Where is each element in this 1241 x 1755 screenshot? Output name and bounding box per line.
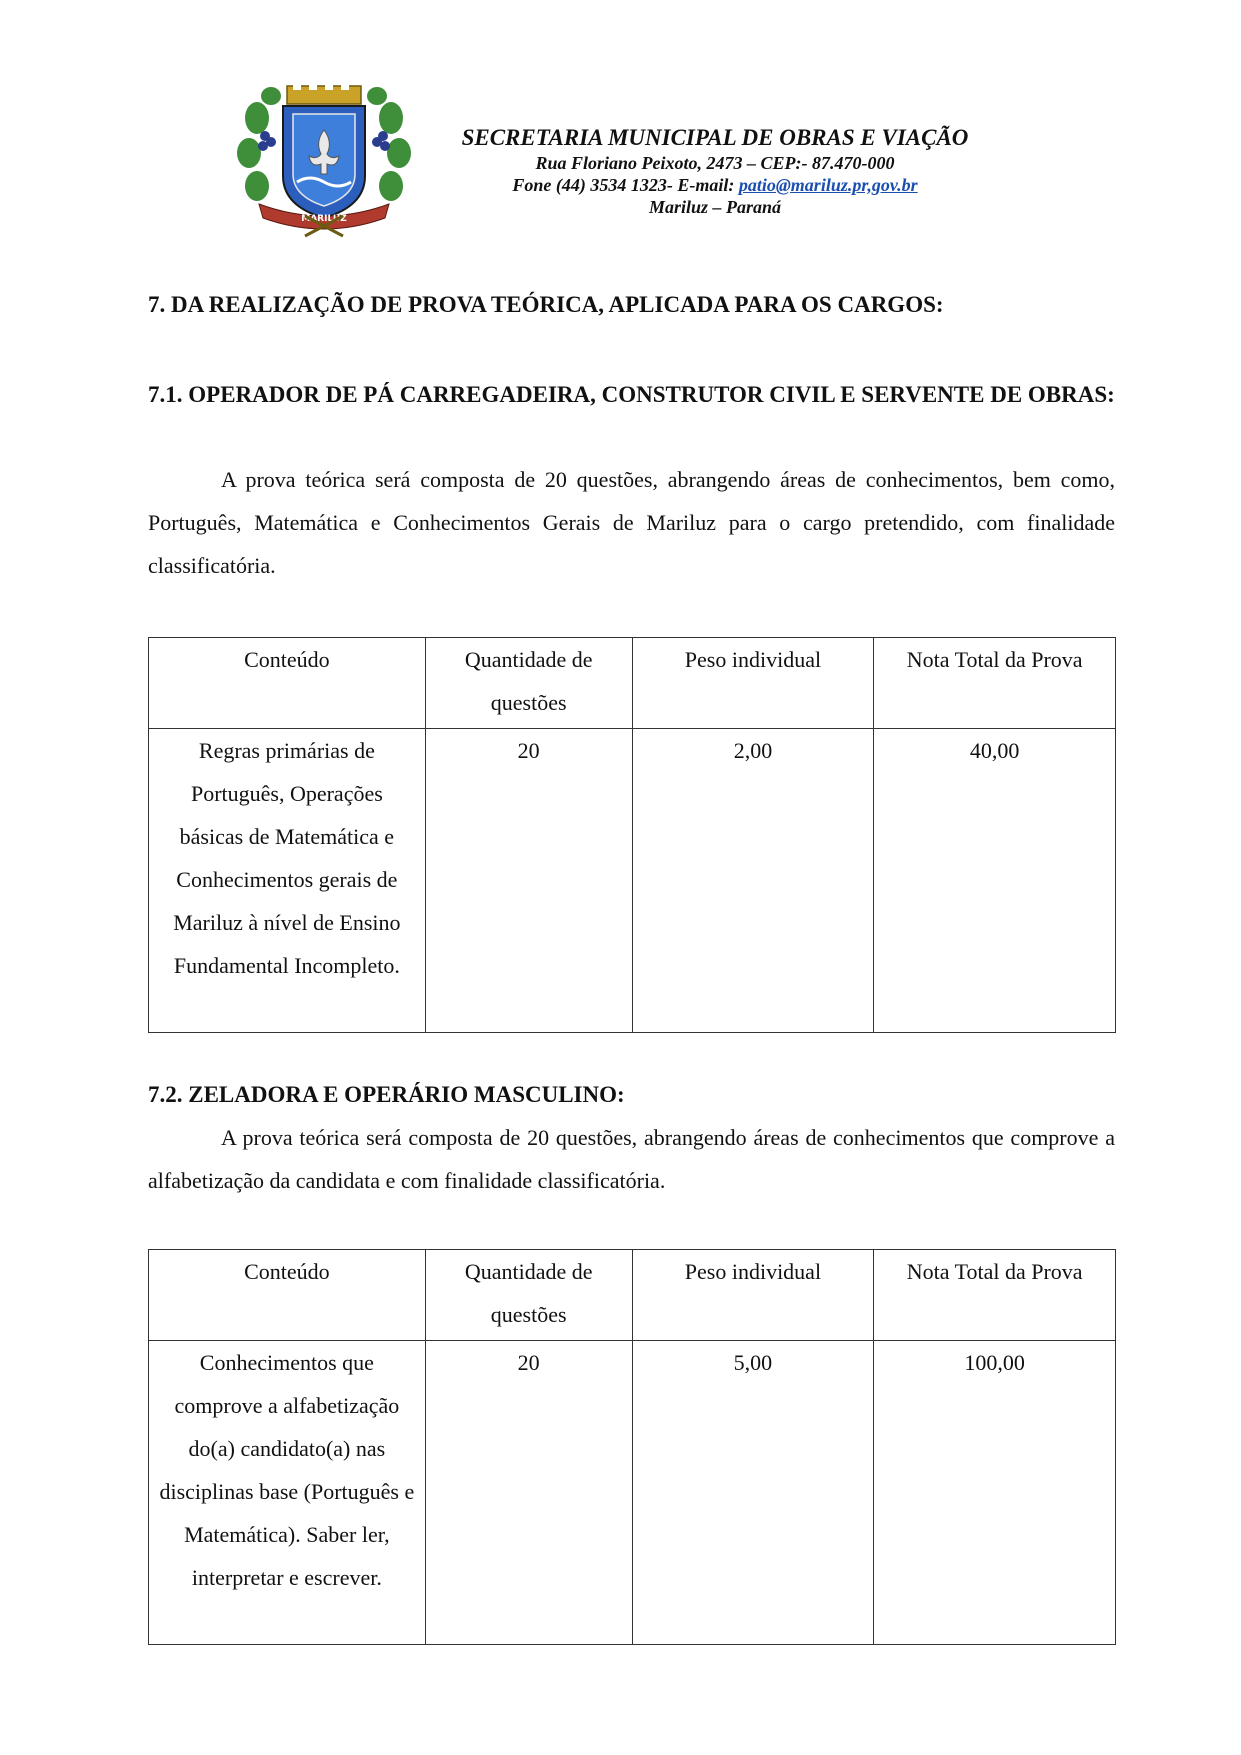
header-cell-nota: Nota Total da Prova [874,1250,1116,1341]
cell-conteudo: Regras primárias de Português, Operações básicas de Matemática e Conhecimentos gerais de Mariluz à nível de Ensino Fundamental Incompleto. [149,729,426,1033]
city-line: Mariluz – Paraná [648,197,782,217]
crest-ribbon-text: MARILUZ [301,214,347,224]
section-7-1-paragraph: A prova teórica será composta de 20 questões, abrangendo áreas de conhecimentos, bem como, Português, Matemática e Conhecimentos Gerais de Mariluz para o cargo pretendido, com finalidade classificatória. [148,467,1115,578]
header-cell-peso: Peso individual [632,1250,874,1341]
exam-table-7-2 [148,1249,1116,1645]
section-7-heading: 7. DA REALIZAÇÃO DE PROVA TEÓRICA, APLICADA PARA OS CARGOS: [148,292,944,317]
municipal-crest-icon [235,78,413,238]
table-row [149,1341,1116,1645]
cell-nota: 100,00 [874,1341,1116,1645]
phone-text: Fone (44) 3534 1323- E-mail: [512,175,739,195]
cell-quantidade: 20 [425,729,632,1033]
section-7-2-heading: 7.2. ZELADORA E OPERÁRIO MASCULINO: [148,1082,625,1107]
section-7-2-paragraph: A prova teórica será composta de 20 questões, abrangendo áreas de conhecimentos que comprove a alfabetização da candidata e com finalidade classificatória. [148,1125,1115,1193]
letterhead-text [435,124,995,218]
cell-nota: 40,00 [874,729,1116,1033]
cell-peso: 2,00 [632,729,874,1033]
letterhead [235,78,995,238]
cell-conteudo: Conhecimentos que comprove a alfabetização do(a) candidato(a) nas disciplinas base (Português e Matemática). Saber ler, interpretar e escrever. [149,1341,426,1645]
table-row [149,729,1116,1033]
section-7-1-heading: 7.1. OPERADOR DE PÁ CARREGADEIRA, CONSTRUTOR CIVIL E SERVENTE DE OBRAS: [148,382,1115,407]
header-cell-conteudo: Conteúdo [149,1250,426,1341]
table-header-row [149,1250,1116,1341]
header-cell-quantidade: Quantidade de questões [425,1250,632,1341]
contact-line [435,174,995,196]
header-cell-peso: Peso individual [632,638,874,729]
cell-quantidade: 20 [425,1341,632,1645]
email-link[interactable]: patio@mariluz.pr,gov.br [738,175,918,195]
exam-table-7-1 [148,637,1116,1033]
cell-peso: 5,00 [632,1341,874,1645]
address-line: Rua Floriano Peixoto, 2473 – CEP:- 87.470-000 [535,153,895,173]
header-cell-quantidade: Quantidade de questões [425,638,632,729]
header-cell-conteudo: Conteúdo [149,638,426,729]
table-header-row [149,638,1116,729]
header-cell-nota: Nota Total da Prova [874,638,1116,729]
organization-name: SECRETARIA MUNICIPAL DE OBRAS E VIAÇÃO [461,125,969,150]
